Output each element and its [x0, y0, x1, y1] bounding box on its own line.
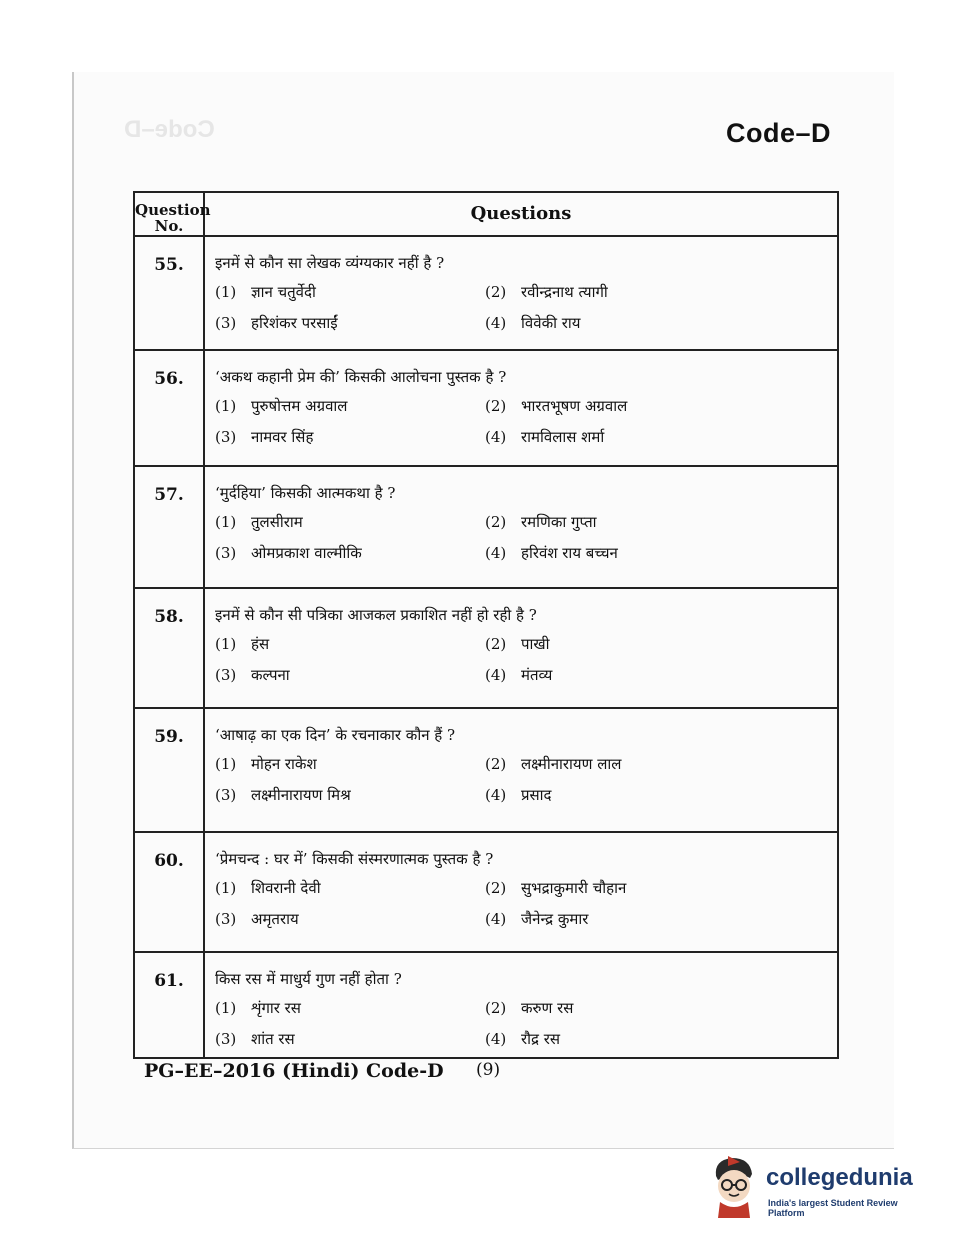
paper-code: Code–D: [726, 118, 832, 148]
option-number: (3): [215, 1030, 237, 1048]
brand-name: collegedunia: [766, 1164, 913, 1191]
option-item: [485, 396, 785, 427]
option-text: अमृतराय: [251, 910, 299, 928]
question-text: इनमें से कौन सी पत्रिका आजकल प्रकाशित नहीं हो रही है ?: [215, 606, 537, 624]
option-item: [215, 282, 485, 313]
option-number: (4): [485, 314, 507, 332]
option-item: [485, 909, 785, 940]
question-row: [135, 953, 837, 1057]
question-number: 59.: [135, 709, 205, 831]
option-item: [485, 313, 785, 344]
option-number: (4): [485, 910, 507, 928]
question-body: [205, 467, 837, 587]
option-text: हंस: [251, 635, 270, 653]
option-text: रामविलास शर्मा: [521, 428, 605, 446]
option-text: जैनेन्द्र कुमार: [521, 910, 589, 928]
option-number: (2): [485, 755, 507, 773]
option-number: (3): [215, 544, 237, 562]
options-list: [215, 878, 837, 940]
options-list: [215, 754, 837, 816]
option-item: [215, 512, 485, 543]
options-list: [215, 634, 837, 696]
option-item: [485, 785, 785, 816]
question-body: [205, 709, 837, 831]
option-item: [215, 754, 485, 785]
question-row: [135, 833, 837, 953]
option-text: लक्ष्मीनारायण लाल: [521, 755, 622, 773]
option-item: [485, 282, 785, 313]
option-text: हरिशंकर परसाईं: [251, 314, 338, 332]
question-row: [135, 709, 837, 833]
option-item: [485, 665, 785, 696]
option-item: [485, 427, 785, 458]
option-number: (4): [485, 666, 507, 684]
option-number: (2): [485, 397, 507, 415]
option-number: (2): [485, 635, 507, 653]
option-text: रौद्र रस: [521, 1030, 561, 1048]
option-number: (4): [485, 786, 507, 804]
option-text: मंतव्य: [521, 666, 553, 684]
option-number: (3): [215, 314, 237, 332]
question-row: [135, 467, 837, 589]
option-number: (4): [485, 428, 507, 446]
option-text: लक्ष्मीनारायण मिश्र: [251, 786, 351, 804]
footer-paper-code: PG–EE–2016 (Hindi) Code-D: [144, 1060, 444, 1082]
question-body: [205, 833, 837, 951]
option-item: [485, 543, 785, 574]
option-item: [485, 512, 785, 543]
table-header: [135, 193, 837, 237]
options-list: [215, 282, 837, 344]
question-row: [135, 237, 837, 351]
option-number: (4): [485, 1030, 507, 1048]
question-row: [135, 589, 837, 709]
question-text: ‘मुर्दहिया’ किसकी आत्मकथा है ?: [215, 484, 396, 502]
question-text: ‘आषाढ़ का एक दिन’ के रचनाकार कौन हैं ?: [215, 726, 456, 744]
option-text: करुण रस: [521, 999, 574, 1017]
mascot-icon: [706, 1154, 762, 1218]
question-number: 61.: [135, 953, 205, 1057]
bleed-through-mark: Code–D: [124, 116, 215, 143]
option-item: [485, 878, 785, 909]
option-text: ज्ञान चतुर्वेदी: [251, 283, 316, 301]
question-text: ‘अकथ कहानी प्रेम की’ किसकी आलोचना पुस्तक है ?: [215, 368, 507, 386]
option-item: [215, 396, 485, 427]
option-number: (1): [215, 283, 237, 301]
option-number: (1): [215, 397, 237, 415]
brand-logo: [706, 1154, 936, 1224]
question-number: 56.: [135, 351, 205, 465]
brand-tagline: India's largest Student Review Platform: [768, 1198, 898, 1218]
question-body: [205, 351, 837, 465]
option-text: पुरुषोत्तम अग्रवाल: [251, 397, 348, 415]
question-number: 55.: [135, 237, 205, 349]
question-body: [205, 237, 837, 349]
column-header-question-no: Question No.: [135, 193, 205, 235]
question-number: 58.: [135, 589, 205, 707]
option-number: (3): [215, 666, 237, 684]
option-text: पाखी: [521, 635, 550, 653]
option-item: [485, 998, 785, 1029]
option-item: [485, 754, 785, 785]
option-number: (3): [215, 428, 237, 446]
question-number: 60.: [135, 833, 205, 951]
option-item: [215, 878, 485, 909]
option-number: (4): [485, 544, 507, 562]
questions-table: [133, 191, 839, 1059]
option-text: शिवरानी देवी: [251, 879, 321, 897]
option-text: रमणिका गुप्ता: [521, 513, 597, 531]
option-text: सुभद्राकुमारी चौहान: [521, 879, 627, 897]
option-number: (1): [215, 755, 237, 773]
option-text: विवेकी राय: [521, 314, 581, 332]
option-number: (1): [215, 879, 237, 897]
options-list: [215, 998, 837, 1060]
column-header-questions: Questions: [470, 203, 572, 224]
option-number: (1): [215, 999, 237, 1017]
option-number: (1): [215, 513, 237, 531]
option-text: शांत रस: [251, 1030, 295, 1048]
question-text: इनमें से कौन सा लेखक व्यंग्यकार नहीं है ?: [215, 254, 445, 272]
question-text: किस रस में माधुर्य गुण नहीं होता ?: [215, 970, 402, 988]
option-text: कल्पना: [251, 666, 290, 684]
options-list: [215, 396, 837, 458]
option-item: [215, 1029, 485, 1060]
option-text: प्रसाद: [521, 786, 552, 804]
option-item: [215, 909, 485, 940]
page-number: (9): [476, 1060, 501, 1080]
option-text: ओमप्रकाश वाल्मीकि: [251, 544, 362, 562]
question-number: 57.: [135, 467, 205, 587]
option-text: हरिवंश राय बच्चन: [521, 544, 618, 562]
option-item: [215, 427, 485, 458]
option-text: नामवर सिंह: [251, 428, 314, 446]
option-item: [215, 543, 485, 574]
option-number: (1): [215, 635, 237, 653]
option-item: [215, 998, 485, 1029]
option-number: (2): [485, 283, 507, 301]
question-body: [205, 953, 837, 1057]
option-text: शृंगार रस: [251, 999, 301, 1017]
option-item: [215, 313, 485, 344]
option-text: रवीन्द्रनाथ त्यागी: [521, 283, 608, 301]
option-number: (2): [485, 999, 507, 1017]
option-number: (3): [215, 786, 237, 804]
question-rows: [135, 237, 837, 1057]
options-list: [215, 512, 837, 574]
option-item: [485, 634, 785, 665]
option-item: [485, 1029, 785, 1060]
option-item: [215, 665, 485, 696]
option-text: मोहन राकेश: [251, 755, 317, 773]
option-text: तुलसीराम: [251, 513, 303, 531]
option-item: [215, 634, 485, 665]
option-number: (2): [485, 513, 507, 531]
option-number: (3): [215, 910, 237, 928]
option-number: (2): [485, 879, 507, 897]
option-text: भारतभूषण अग्रवाल: [521, 397, 628, 415]
option-item: [215, 785, 485, 816]
question-row: [135, 351, 837, 467]
question-body: [205, 589, 837, 707]
question-text: ‘प्रेमचन्द : घर में’ किसकी संस्मरणात्मक पुस्तक है ?: [215, 850, 494, 868]
